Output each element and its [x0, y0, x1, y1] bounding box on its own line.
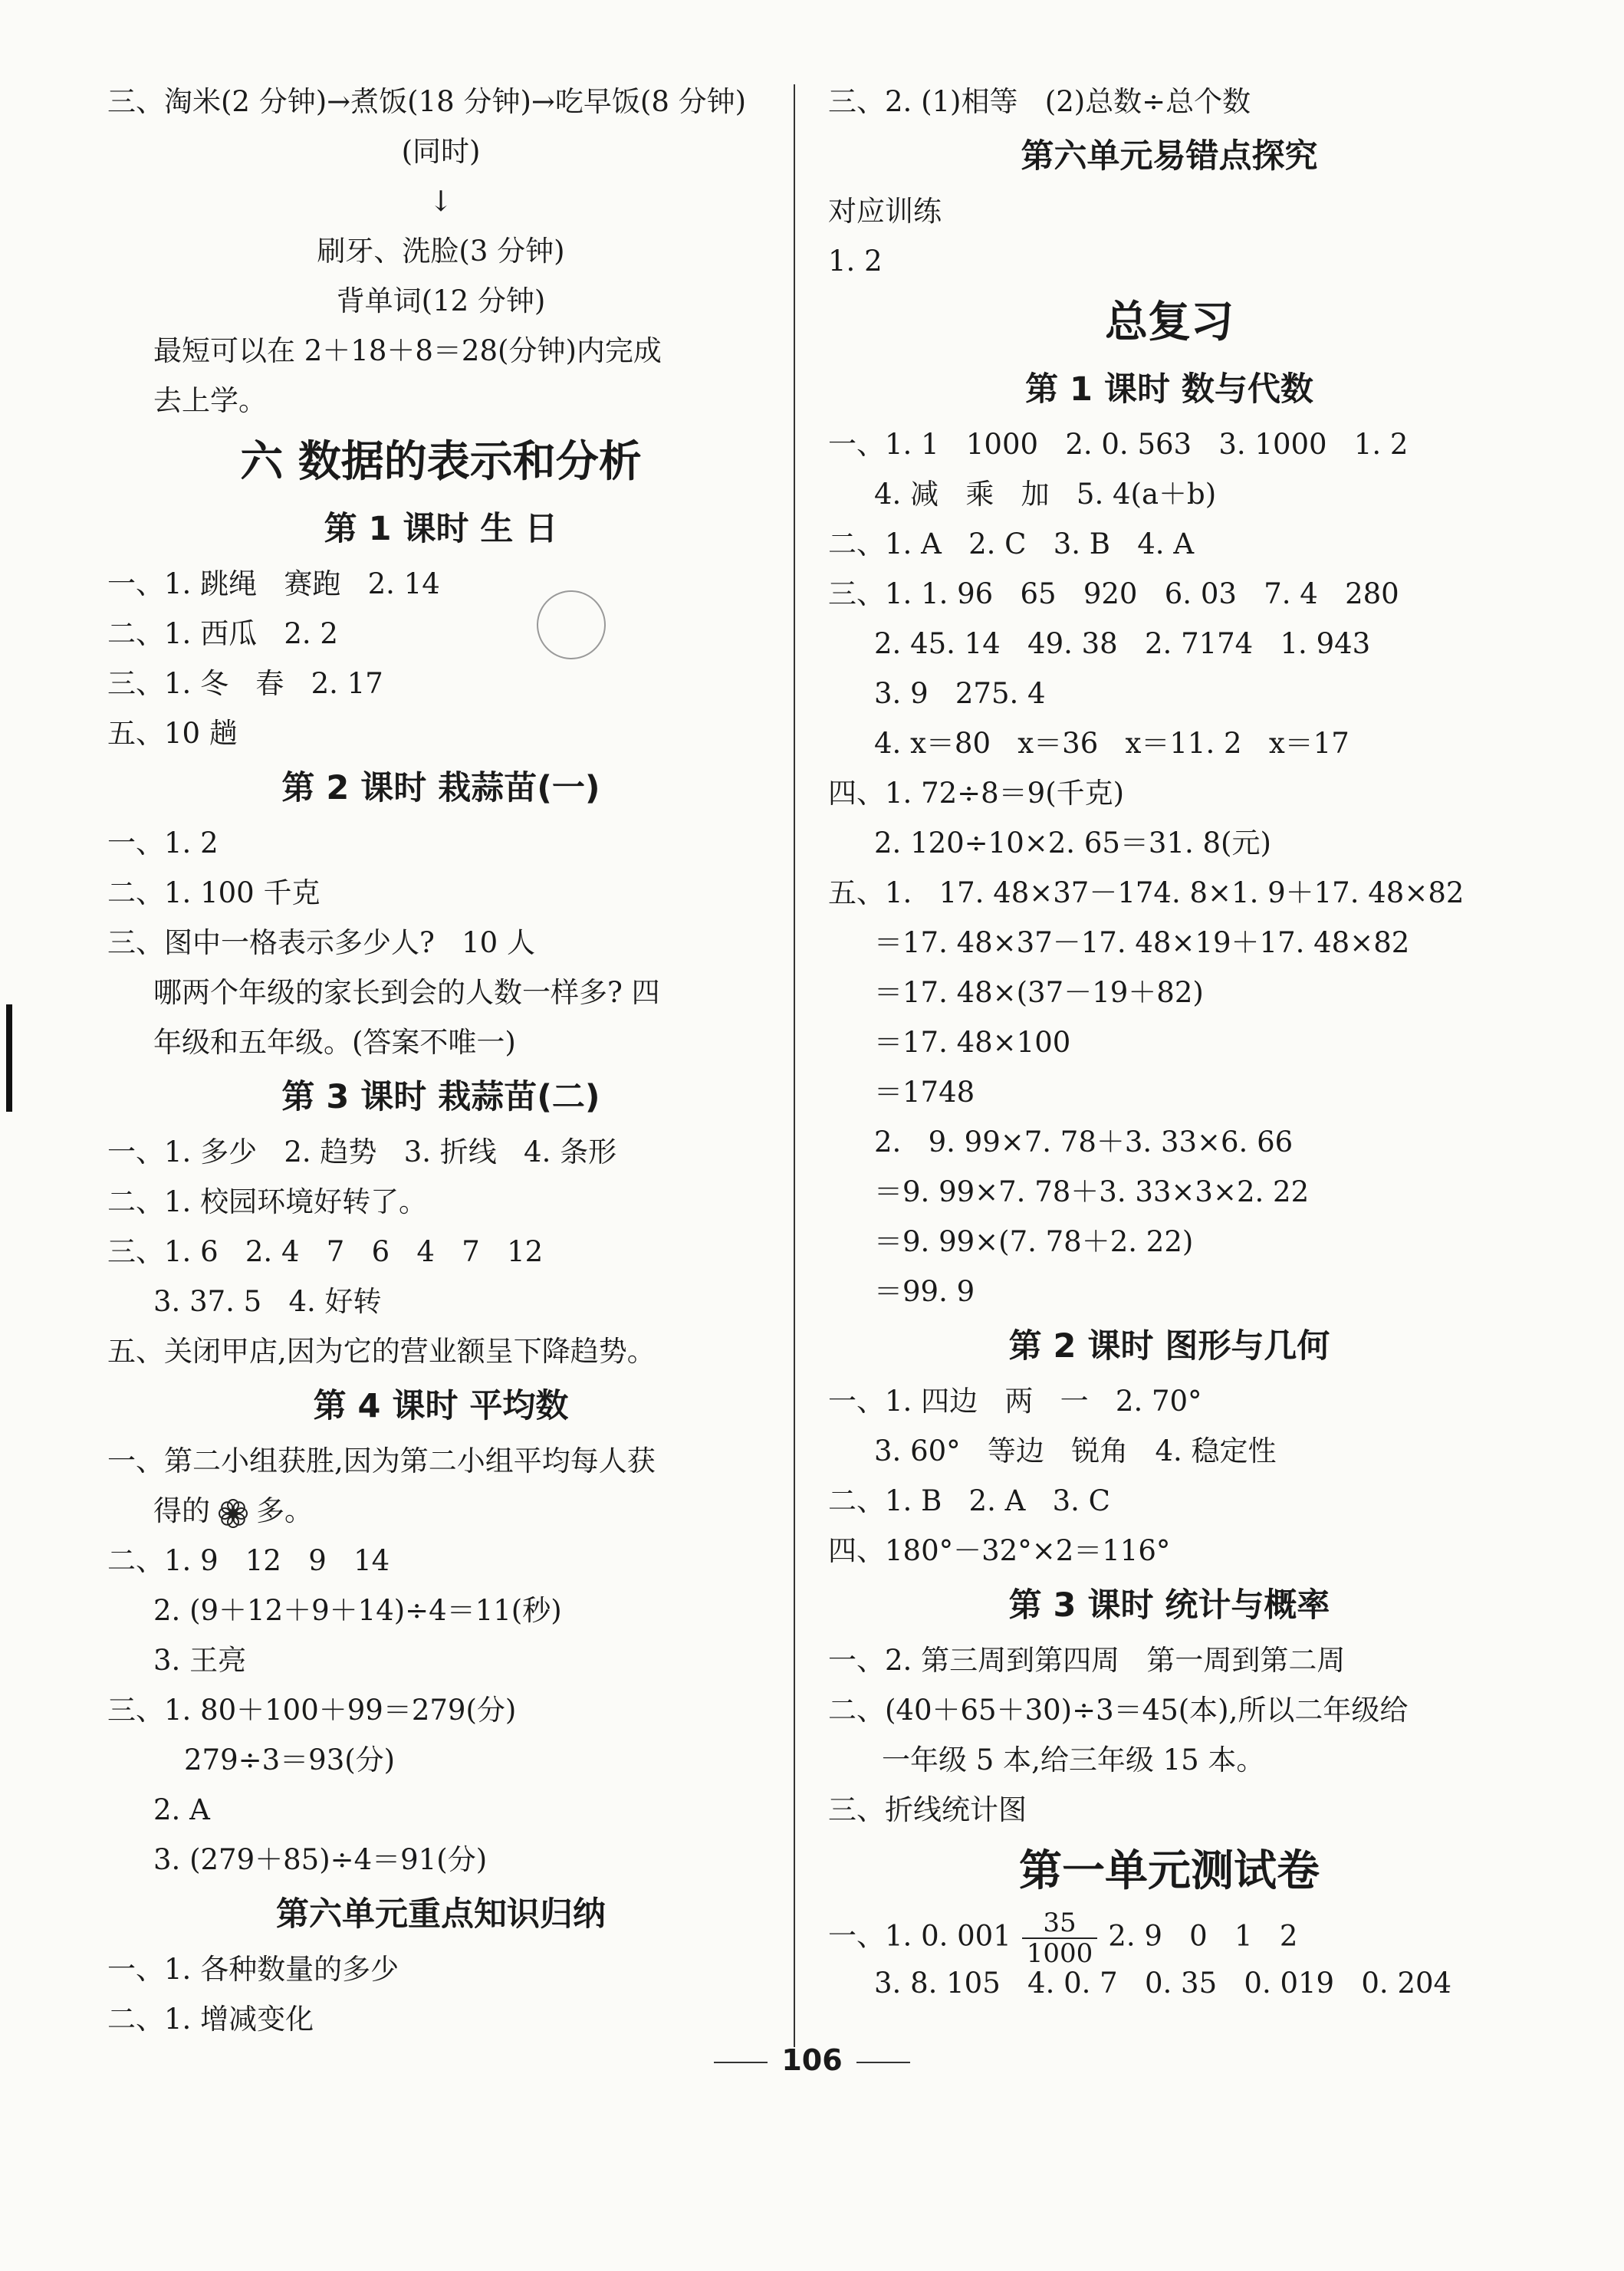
right-column: [828, 77, 1511, 2008]
answer-line: 二、1. 100 千克: [107, 876, 321, 909]
answer-line: 一、第二小组获胜,因为第二小组平均每人获: [107, 1444, 656, 1477]
answer-line: 刷牙、洗脸(3 分钟): [317, 235, 565, 268]
answer-line: 4. x＝80 x＝36 x＝11. 2 x＝17: [874, 727, 1349, 760]
text-line-with-fraction: [828, 1908, 1511, 1969]
answer-line: 二、1. 校园环境好转了。: [107, 1185, 428, 1218]
answer-line: ＝99. 9: [874, 1275, 975, 1308]
answer-line: 2. 120÷10×2. 65＝31. 8(元): [874, 827, 1271, 859]
answer-line: 一、1. 各种数量的多少: [107, 1953, 399, 1986]
page-number-footer: [0, 2043, 1624, 2077]
answer-line: 最短可以在 2＋18＋8＝28(分钟)内完成: [153, 334, 662, 367]
answer-line: 对应训练: [828, 195, 942, 228]
answer-line: 3. 8. 105 4. 0. 7 0. 35 0. 019 0. 204: [874, 1967, 1452, 2000]
answer-line: ↓: [429, 185, 453, 218]
answer-line: 四、180°－32°×2＝116°: [828, 1534, 1171, 1567]
answer-line: 二、1. 西瓜 2. 2: [107, 617, 338, 650]
answer-line: 279÷3＝93(分): [184, 1744, 396, 1776]
section-heading: 第 2 课时 图形与几何: [1008, 1327, 1330, 1366]
flower-icon: [216, 1497, 250, 1530]
answer-line: 三、图中一格表示多少人? 10 人: [107, 926, 535, 959]
answer-line: 二、1. 增减变化: [107, 2003, 314, 2036]
section-heading: 第 3 课时 栽蒜苗(二): [281, 1078, 600, 1116]
answer-line: 三、淘米(2 分钟)→煮饭(18 分钟)→吃早饭(8 分钟): [107, 85, 747, 118]
text-fragment: 2. 9 0 1 2: [1108, 1919, 1298, 1953]
answer-line: ＝9. 99×(7. 78＋2. 22): [874, 1225, 1194, 1258]
answer-line: 2. 45. 14 49. 38 2. 7174 1. 943: [874, 627, 1371, 660]
answer-line: 3. 60° 等边 锐角 4. 稳定性: [874, 1435, 1277, 1467]
answer-line: 一、1. 2: [107, 827, 219, 859]
answer-line: 二、1. B 2. A 3. C: [828, 1484, 1110, 1517]
answer-line: 一、1. 多少 2. 趋势 3. 折线 4. 条形: [107, 1136, 617, 1168]
answer-line: 三、1. 6 2. 4 7 6 4 7 12: [107, 1235, 544, 1268]
answer-line: 一年级 5 本,给三年级 15 本。: [882, 1744, 1265, 1776]
section-heading: 第 4 课时 平均数: [313, 1387, 569, 1425]
answer-line: 三、1. 冬 春 2. 17: [107, 667, 383, 700]
answer-line: 2. (9＋12＋9＋14)÷4＝11(秒): [153, 1594, 562, 1627]
answer-line: ＝17. 48×37－17. 48×19＋17. 48×82: [874, 926, 1410, 959]
section-heading: 第 2 课时 栽蒜苗(一): [281, 769, 600, 807]
answer-line: 四、1. 72÷8＝9(千克): [828, 777, 1125, 810]
text-fragment: 多。: [256, 1494, 313, 1527]
section-heading: 第六单元易错点探究: [1021, 137, 1318, 176]
answer-line: 哪两个年级的家长到会的人数一样多? 四: [153, 976, 660, 1009]
answer-line: ＝17. 48×(37－19＋82): [874, 976, 1204, 1009]
section-heading: 第 1 课时 数与代数: [1025, 370, 1313, 409]
answer-line: 一、1. 1 1000 2. 0. 563 3. 1000 1. 2: [828, 428, 1409, 461]
answer-line: 二、(40＋65＋30)÷3＝45(本),所以二年级给: [828, 1694, 1409, 1727]
answer-line: 五、10 趟: [107, 717, 238, 750]
answer-line: 3. (279＋85)÷4＝91(分): [153, 1843, 488, 1876]
section-heading: 总复习: [1105, 297, 1234, 347]
binding-mark: [6, 1004, 12, 1112]
answer-line: 去上学。: [153, 384, 267, 417]
answer-line: 三、折线统计图: [828, 1793, 1027, 1826]
left-column: [107, 77, 774, 2044]
section-heading: 第 1 课时 生 日: [324, 510, 558, 548]
answer-line: 2. A: [153, 1793, 210, 1826]
column-divider: [794, 84, 795, 2047]
answer-line: 3. 37. 5 4. 好转: [153, 1285, 382, 1318]
answer-line: 五、关闭甲店,因为它的营业额呈下降趋势。: [107, 1335, 656, 1368]
text-line-with-flower: [107, 1486, 774, 1536]
page-number: 106: [781, 2043, 843, 2077]
fraction-denominator: 1000: [1026, 1938, 1093, 1969]
answer-line: 一、2. 第三周到第四周 第一周到第二周: [828, 1644, 1346, 1677]
answer-line: 4. 减 乘 加 5. 4(a＋b): [874, 478, 1217, 511]
section-heading: 第 3 课时 统计与概率: [1008, 1586, 1330, 1625]
answer-line: 2. 9. 99×7. 78＋3. 33×6. 66: [874, 1126, 1294, 1159]
answer-line: 二、1. 9 12 9 14: [107, 1544, 390, 1577]
answer-line: 三、1. 1. 96 65 920 6. 03 7. 4 280: [828, 577, 1399, 610]
section-heading: 六 数据的表示和分析: [240, 437, 642, 487]
answer-line: 五、1. 17. 48×37－174. 8×1. 9＋17. 48×82: [828, 876, 1465, 909]
answer-line: 三、1. 80＋100＋99＝279(分): [107, 1694, 517, 1727]
text-fragment: 一、1. 0. 001: [828, 1919, 1011, 1953]
answer-line: 背单词(12 分钟): [336, 284, 546, 317]
text-fragment: 得的: [153, 1494, 210, 1527]
section-heading: 第一单元测试卷: [1019, 1846, 1320, 1896]
answer-line: 一、1. 跳绳 赛跑 2. 14: [107, 567, 440, 600]
answer-line: ＝9. 99×7. 78＋3. 33×3×2. 22: [874, 1175, 1310, 1208]
answer-line: 年级和五年级。(答案不唯一): [153, 1026, 516, 1059]
answer-line: 二、1. A 2. C 3. B 4. A: [828, 527, 1195, 560]
answer-line: 三、2. (1)相等 (2)总数÷总个数: [828, 85, 1251, 118]
answer-line: 3. 9 275. 4: [874, 677, 1046, 710]
section-heading: 第六单元重点知识归纳: [276, 1895, 606, 1934]
answer-line: ＝1748: [874, 1076, 975, 1109]
answer-line: 1. 2: [828, 245, 883, 278]
answer-line: (同时): [401, 135, 481, 168]
fraction-numerator: 35: [1022, 1908, 1098, 1939]
answer-line: ＝17. 48×100: [874, 1026, 1071, 1059]
answer-line: 一、1. 四边 两 一 2. 70°: [828, 1385, 1202, 1418]
answer-line: 3. 王亮: [153, 1644, 247, 1677]
